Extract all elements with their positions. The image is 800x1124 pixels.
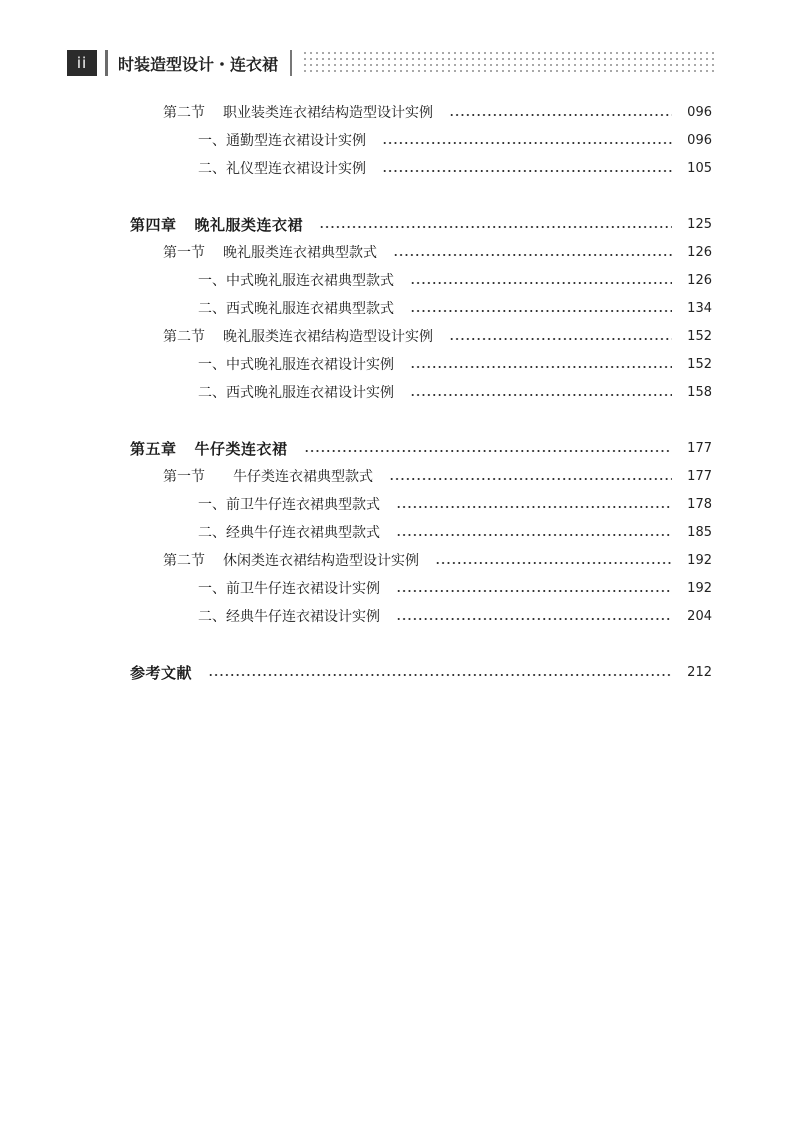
dot-leader (396, 534, 672, 536)
toc-entry-title: 参考文献 (130, 663, 193, 682)
toc-entry-title: 晚礼服类连衣裙典型款式 (223, 245, 377, 261)
page-number-tab: ii (67, 50, 97, 76)
toc-entry-item[interactable] (198, 269, 712, 291)
header-divider-right (290, 50, 292, 76)
toc-entry-title: 晚礼服类连衣裙 (194, 215, 304, 234)
running-header (67, 50, 717, 76)
dot-leader (382, 170, 672, 172)
dot-leader (382, 142, 672, 144)
toc-entry-page-number: 204 (687, 608, 712, 624)
toc-entry-page-number: 177 (687, 468, 712, 484)
toc-entry-chapter[interactable] (130, 661, 712, 683)
toc-entry-label (163, 242, 377, 262)
toc-entry-number: 第二节 (163, 105, 205, 121)
toc-entry-label (198, 298, 394, 318)
toc-entry-title: 一、中式晚礼服连衣裙典型款式 (198, 273, 394, 289)
dot-leader (208, 674, 672, 676)
toc-entry-item[interactable] (198, 381, 712, 403)
toc-entry-number: 第五章 (130, 439, 177, 458)
toc-entry-item[interactable] (198, 353, 712, 375)
toc-entry-title: 二、西式晚礼服连衣裙典型款式 (198, 301, 394, 317)
toc-entry-number: 第一节 (163, 245, 205, 261)
book-title: 时装造型设计・连衣裙 (118, 54, 279, 74)
dot-leader (396, 590, 672, 592)
toc-entry-label (163, 326, 433, 346)
toc-entry-page-number: 126 (687, 272, 712, 288)
dot-leader (410, 282, 672, 284)
dot-leader (396, 506, 672, 508)
dot-leader (410, 366, 672, 368)
toc-entry-item[interactable] (198, 297, 712, 319)
dot-leader (319, 226, 672, 228)
toc-entry-page-number: 125 (687, 216, 712, 232)
toc-entry-title: 休闲类连衣裙结构造型设计实例 (223, 553, 419, 569)
toc-entry-number: 第一节 (163, 469, 205, 485)
toc-entry-title: 职业装类连衣裙结构造型设计实例 (223, 105, 433, 121)
toc-entry-page-number: 185 (687, 524, 712, 540)
toc-entry-label (130, 438, 288, 459)
toc-entry-title: 牛仔类连衣裙典型款式 (233, 469, 373, 485)
toc-entry-label (198, 578, 380, 598)
toc-entry-page-number: 134 (687, 300, 712, 316)
dot-leader (449, 338, 672, 340)
dot-leader (389, 478, 672, 480)
toc-entry-title: 一、通勤型连衣裙设计实例 (198, 133, 366, 149)
toc-entry-title: 二、经典牛仔连衣裙设计实例 (198, 609, 380, 625)
toc-entry-section[interactable] (163, 549, 712, 571)
toc-entry-page-number: 212 (687, 664, 712, 680)
toc-entry-label (130, 214, 303, 235)
toc-entry-title: 牛仔类连衣裙 (194, 439, 288, 458)
toc-entry-title: 一、前卫牛仔连衣裙典型款式 (198, 497, 380, 513)
toc-entry-section[interactable] (163, 325, 712, 347)
toc-entry-page-number: 096 (687, 132, 712, 148)
toc-entry-page-number: 192 (687, 580, 712, 596)
dot-leader (304, 450, 672, 452)
toc-entry-label (198, 130, 366, 150)
toc-entry-title: 晚礼服类连衣裙结构造型设计实例 (223, 329, 433, 345)
dot-leader (410, 394, 672, 396)
dot-leader (393, 254, 672, 256)
toc-entry-label (130, 662, 192, 683)
dot-leader (410, 310, 672, 312)
toc-entry-section[interactable] (163, 101, 712, 123)
toc-entry-number: 第二节 (163, 329, 205, 345)
toc-entry-item[interactable] (198, 129, 712, 151)
toc-entry-title: 二、西式晚礼服连衣裙设计实例 (198, 385, 394, 401)
toc-entry-label (163, 550, 419, 570)
toc-entry-number: 第四章 (130, 215, 177, 234)
toc-entry-page-number: 152 (687, 356, 712, 372)
header-dot-pattern (302, 50, 717, 76)
toc-entry-chapter[interactable] (130, 437, 712, 459)
toc-entry-label (198, 494, 380, 514)
toc-entry-label (198, 158, 366, 178)
dot-leader (449, 114, 672, 116)
toc-entry-number: 第二节 (163, 553, 205, 569)
toc-entry-item[interactable] (198, 157, 712, 179)
toc-entry-label (163, 466, 373, 486)
toc-entry-label (198, 270, 394, 290)
toc-entry-page-number: 152 (687, 328, 712, 344)
toc-entry-label (198, 354, 394, 374)
toc-entry-chapter[interactable] (130, 213, 712, 235)
toc-entry-page-number: 158 (687, 384, 712, 400)
dot-leader (435, 562, 672, 564)
toc-entry-page-number: 177 (687, 440, 712, 456)
toc-entry-title: 一、中式晚礼服连衣裙设计实例 (198, 357, 394, 373)
toc-entry-label (198, 522, 380, 542)
toc-entry-item[interactable] (198, 577, 712, 599)
toc-entry-label (198, 606, 380, 626)
toc-entry-page-number: 105 (687, 160, 712, 176)
toc-entry-page-number: 126 (687, 244, 712, 260)
toc-entry-item[interactable] (198, 605, 712, 627)
toc-entry-item[interactable] (198, 493, 712, 515)
toc-entry-title: 二、经典牛仔连衣裙典型款式 (198, 525, 380, 541)
toc-entry-item[interactable] (198, 521, 712, 543)
toc-entry-section[interactable] (163, 465, 712, 487)
toc-entry-title: 一、前卫牛仔连衣裙设计实例 (198, 581, 380, 597)
toc-entry-page-number: 178 (687, 496, 712, 512)
toc-entry-label (198, 382, 394, 402)
toc-entry-section[interactable] (163, 241, 712, 263)
toc-entry-label (163, 102, 433, 122)
toc-entry-page-number: 192 (687, 552, 712, 568)
toc-entry-page-number: 096 (687, 104, 712, 120)
toc-entry-title: 二、礼仪型连衣裙设计实例 (198, 161, 366, 177)
dot-leader (396, 618, 672, 620)
